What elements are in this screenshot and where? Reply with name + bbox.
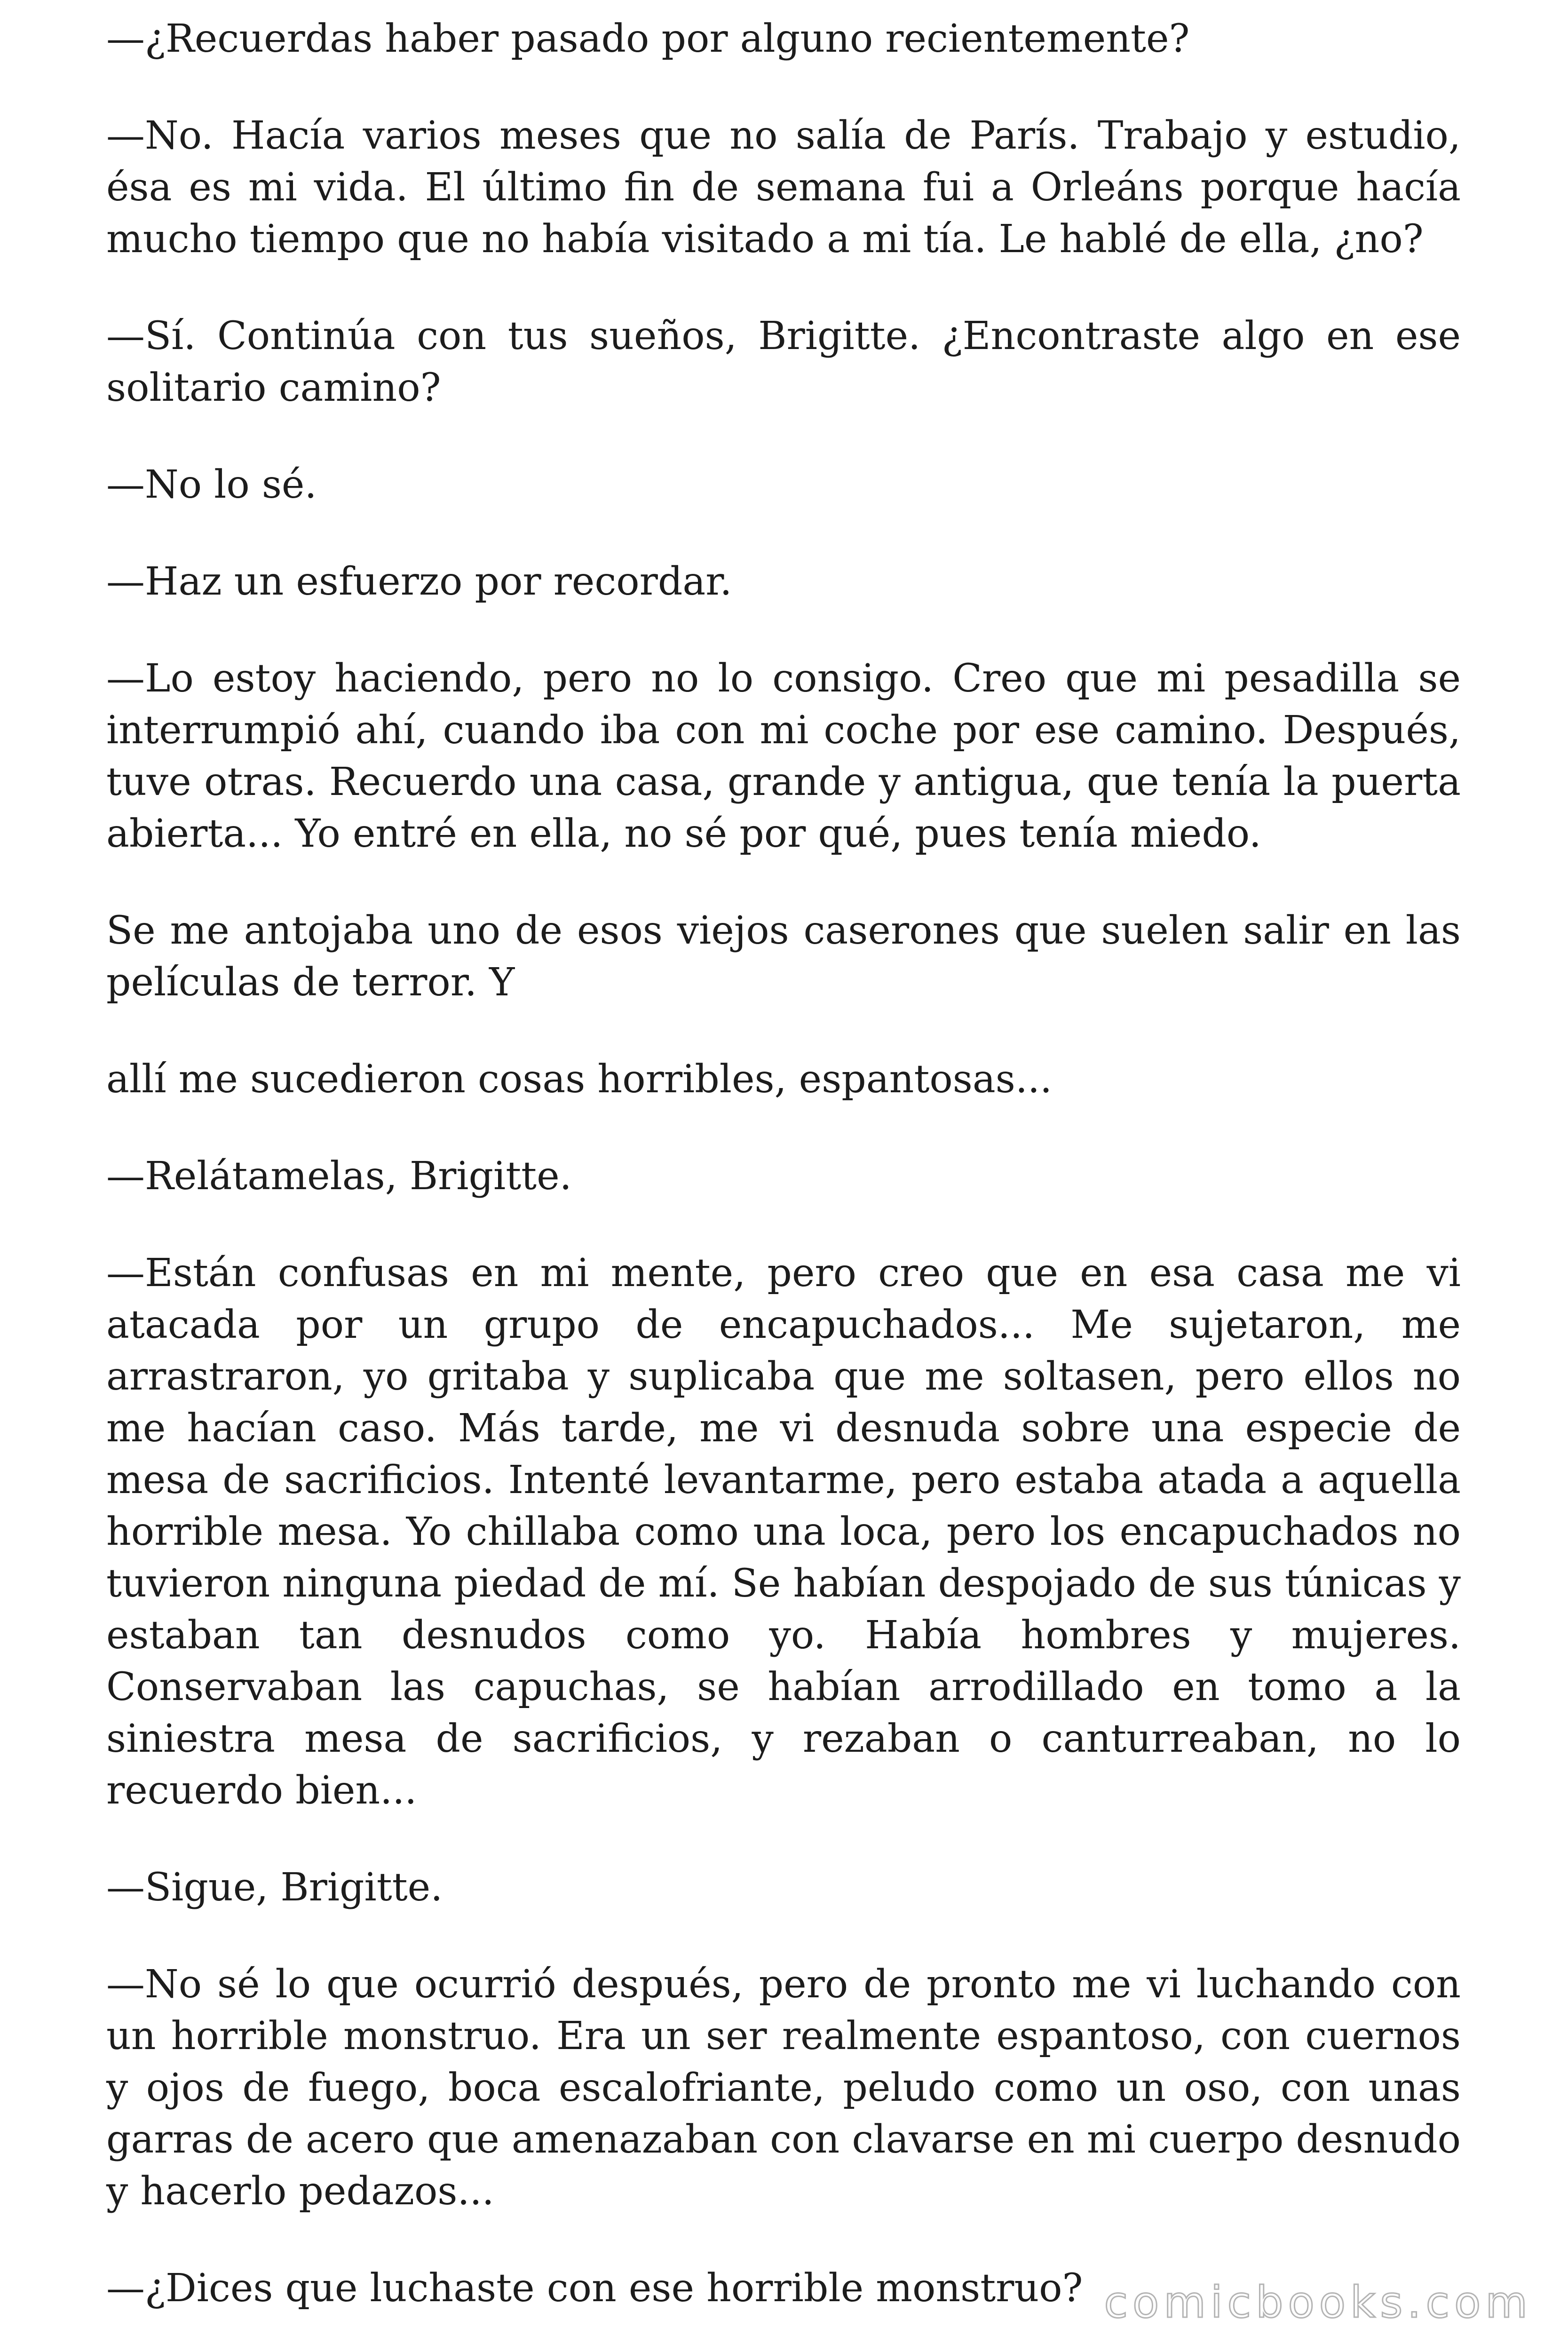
dialogue-paragraph: —No sé lo que ocurrió después, pero de pronto me vi luchando con un horrible monstruo. Era un ser realmente espantoso, con cuernos y ojos de fuego, boca escalofriante, peludo como un oso, con unas garras de acero que amenazaban con clavarse en mi cuerpo desnudo y hacerlo pedazos... xyxy=(106,1962,1461,2214)
dialogue-paragraph: —Sí. Continúa con tus sueños, Brigitte. ¿Encontraste algo en ese solitario camino? xyxy=(106,314,1461,410)
dialogue-paragraph: —Relátamelas, Brigitte. xyxy=(106,1154,572,1199)
page-text-column xyxy=(106,13,1461,2352)
dialogue-paragraph: —Sigue, Brigitte. xyxy=(106,1865,443,1910)
dialogue-paragraph: —¿Dices que luchaste con ese horrible monstruo? xyxy=(106,2266,1083,2311)
dialogue-paragraph: —Haz un esfuerzo por recordar. xyxy=(106,559,732,604)
dialogue-paragraph: —No. Hacía varios meses que no salía de París. Trabajo y estudio, ésa es mi vida. El último fin de semana fui a Orleáns porque hacía mucho tiempo que no había visitado a mi tía. Le hablé de ella, ¿no? xyxy=(106,113,1461,262)
dialogue-paragraph: —¿Recuerdas haber pasado por alguno recientemente? xyxy=(106,16,1190,61)
narrative-paragraph: Se me antojaba uno de esos viejos caserones que suelen salir en las películas de terror. Y xyxy=(106,908,1461,1005)
dialogue-paragraph: —No lo sé. xyxy=(106,462,317,507)
dialogue-paragraph: —Están confusas en mi mente, pero creo que en esa casa me vi atacada por un grupo de encapuchados... Me sujetaron, me arrastraron, yo gritaba y suplicaba que me soltasen, pero ellos no me hacían caso. Más tarde, me vi desnuda sobre una especie de mesa de sacrificios. Intenté levantarme, pero estaba atada a aquella horrible mesa. Yo chillaba como una loca, pero los encapuchados no tuvieron ninguna piedad de mí. Se habían despojado de sus túnicas y estaban tan desnudos como yo. Había hombres y mujeres. Conservaban las capuchas, se habían arrodillado en tomo a la siniestra mesa de sacrificios, y rezaban o canturreaban, no lo recuerdo bien... xyxy=(106,1251,1461,1813)
narrative-paragraph: allí me sucedieron cosas horribles, espantosas... xyxy=(106,1057,1053,1102)
site-watermark: comicbooks.com xyxy=(1104,2277,1532,2328)
dialogue-paragraph: —Lo estoy haciendo, pero no lo consigo. Creo que mi pesadilla se interrumpió ahí, cuando iba con mi coche por ese camino. Después, tuve otras. Recuerdo una casa, grande y antigua, que tenía la puerta abierta... Yo entré en ella, no sé por qué, pues tenía miedo. xyxy=(106,656,1461,856)
